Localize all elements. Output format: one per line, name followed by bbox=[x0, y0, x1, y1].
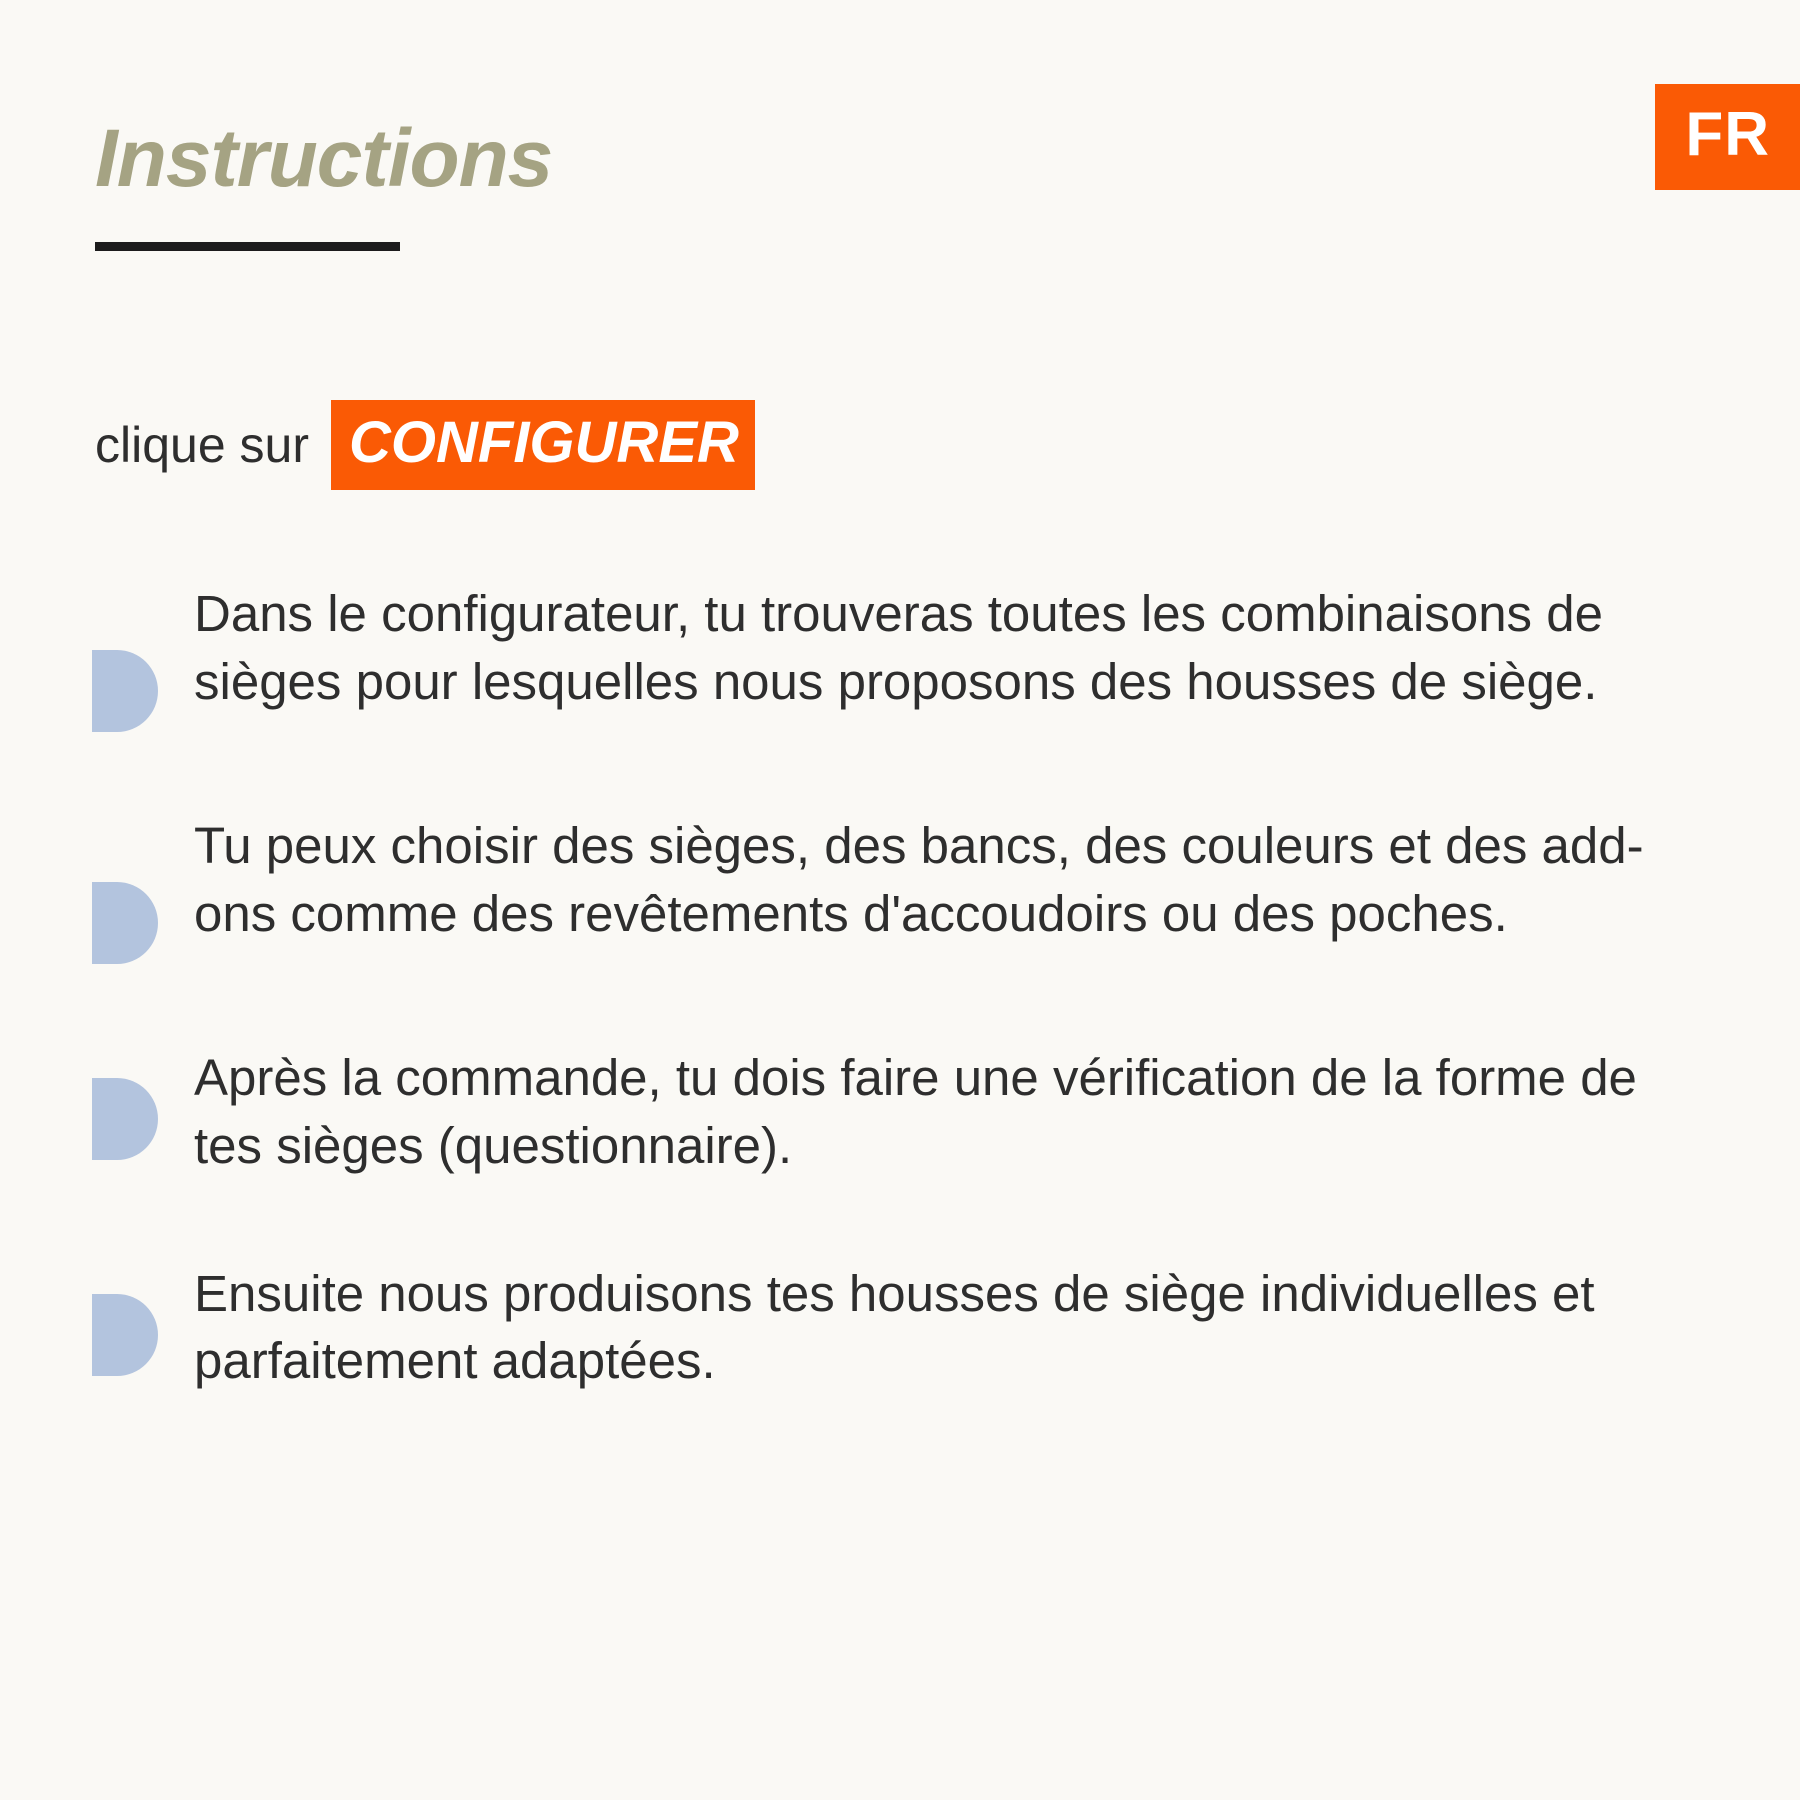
list-item bbox=[92, 812, 1712, 964]
list-item-text: Dans le configurateur, tu trouveras toutes les combinaisons de sièges pour lesquelles nous proposons des housses de siège. bbox=[194, 585, 1603, 710]
bullet-marker-icon bbox=[92, 1294, 158, 1376]
list-item-text: Après la commande, tu dois faire une vérification de la forme de tes sièges (questionnaire). bbox=[194, 1049, 1637, 1174]
list-item bbox=[92, 1260, 1712, 1396]
page-header bbox=[95, 113, 553, 251]
list-item bbox=[92, 1044, 1712, 1180]
language-badge[interactable]: FR bbox=[1655, 84, 1800, 190]
instruction-list bbox=[92, 580, 1712, 1395]
call-to-action-line bbox=[95, 400, 755, 490]
title-underline-divider bbox=[95, 242, 400, 251]
list-item-text: Tu peux choisir des sièges, des bancs, des couleurs et des add-ons comme des revêtements d'accoudoirs ou des poches. bbox=[194, 817, 1644, 942]
bullet-marker-icon bbox=[92, 1078, 158, 1160]
bullet-marker-icon bbox=[92, 650, 158, 732]
configure-button[interactable]: CONFIGURER bbox=[331, 400, 755, 490]
bullet-marker-icon bbox=[92, 882, 158, 964]
list-item bbox=[92, 580, 1712, 732]
list-item-text: Ensuite nous produisons tes housses de siège individuelles et parfaitement adaptées. bbox=[194, 1264, 1595, 1390]
page-title: Instructions bbox=[95, 113, 553, 204]
cta-prefix-label: clique sur bbox=[95, 417, 309, 473]
